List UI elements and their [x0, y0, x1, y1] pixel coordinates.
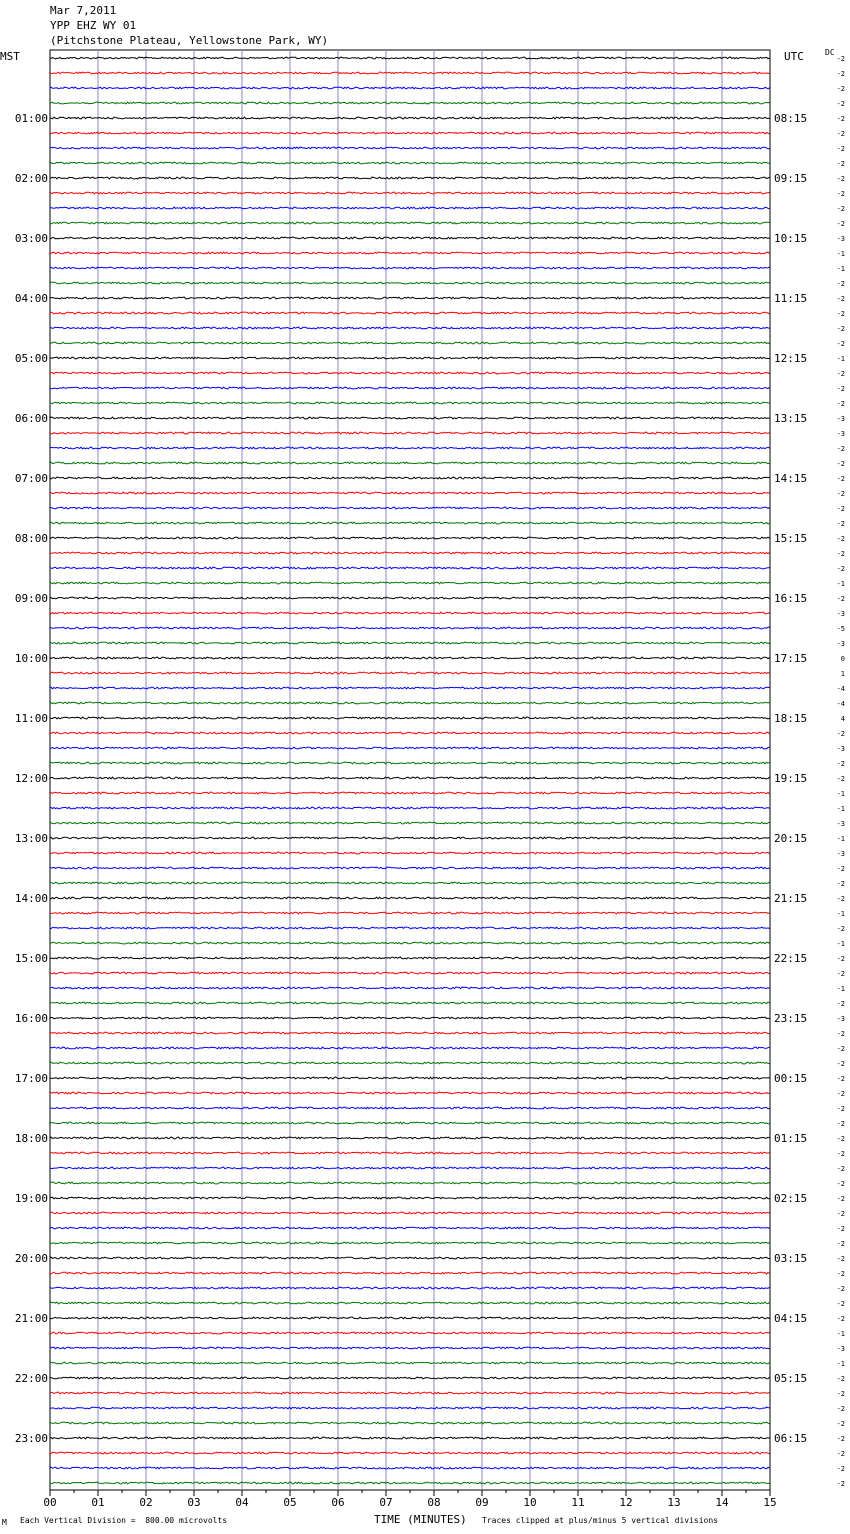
trace-line [50, 597, 770, 599]
dc-offset-label: -2 [836, 1240, 845, 1248]
dc-offset-label: -1 [836, 355, 845, 363]
trace-line [50, 957, 770, 959]
dc-offset-label: -4 [836, 700, 845, 708]
trace-line [50, 1032, 770, 1034]
trace-line [50, 312, 770, 314]
trace-line [50, 1272, 770, 1274]
trace-line [50, 522, 770, 524]
dc-offset-label: -2 [836, 1270, 845, 1278]
dc-offset-label: -2 [836, 550, 845, 558]
trace-line [50, 942, 770, 944]
trace-line [50, 717, 770, 719]
dc-offset-label: -2 [836, 880, 845, 888]
x-tick-label: 04 [235, 1496, 249, 1509]
trace-line [50, 1257, 770, 1259]
trace-line [50, 1062, 770, 1064]
hour-label-left: 23:00 [14, 1432, 48, 1445]
dc-offset-label: -1 [836, 940, 845, 948]
x-axis-title: TIME (MINUTES) [374, 1513, 467, 1526]
trace-line [50, 747, 770, 749]
dc-offset-label: -2 [836, 565, 845, 573]
left-timezone-label: MST [0, 50, 20, 63]
hour-label-right: 01:15 [774, 1132, 808, 1145]
trace-line [50, 987, 770, 989]
x-tick-label: 02 [139, 1496, 153, 1509]
dc-offset-label: -2 [836, 340, 845, 348]
dc-offset-label: -2 [836, 130, 845, 138]
hour-label-right: 06:15 [774, 1432, 808, 1445]
hour-label-right: 14:15 [774, 472, 808, 485]
trace-line [50, 627, 770, 629]
trace-line [50, 282, 770, 284]
dc-offset-label: -2 [836, 445, 845, 453]
hour-label-right: 18:15 [774, 712, 808, 725]
hour-label-left: 12:00 [14, 772, 48, 785]
x-tick-label: 05 [283, 1496, 297, 1509]
dc-offset-label: -2 [836, 490, 845, 498]
clip-note: Traces clipped at plus/minus 5 vertical divisions [482, 1516, 719, 1525]
trace-line [50, 1437, 770, 1439]
dc-offset-label: -2 [836, 85, 845, 93]
trace-line [50, 87, 770, 89]
trace-line [50, 162, 770, 164]
trace-line [50, 462, 770, 464]
hour-label-left: 19:00 [14, 1192, 48, 1205]
dc-offset-label: -5 [836, 625, 845, 633]
trace-line [50, 1227, 770, 1229]
dc-offset-label: -2 [836, 1480, 845, 1488]
dc-offset-label: -2 [836, 1210, 845, 1218]
dc-offset-label: -2 [836, 865, 845, 873]
dc-offset-label: -3 [836, 610, 845, 618]
dc-offset-label: -2 [836, 1150, 845, 1158]
trace-line [50, 1107, 770, 1109]
hour-label-left: 20:00 [14, 1252, 48, 1265]
dc-offset-label: -1 [836, 1330, 845, 1338]
trace-line [50, 447, 770, 449]
dc-offset-label: -2 [836, 460, 845, 468]
trace-line [50, 1212, 770, 1214]
trace-line [50, 147, 770, 149]
trace-line [50, 1377, 770, 1379]
dc-offset-label: -2 [836, 1165, 845, 1173]
hour-label-left: 06:00 [14, 412, 48, 425]
hour-label-right: 02:15 [774, 1192, 808, 1205]
hour-label-right: 15:15 [774, 532, 808, 545]
trace-line [50, 102, 770, 104]
hour-label-right: 22:15 [774, 952, 808, 965]
trace-line [50, 1467, 770, 1469]
trace-line [50, 1452, 770, 1454]
hour-label-left: 01:00 [14, 112, 48, 125]
trace-line [50, 1152, 770, 1154]
dc-offset-label: -2 [836, 310, 845, 318]
trace-line [50, 327, 770, 329]
dc-offset-label: -2 [836, 1135, 845, 1143]
dc-offset-label: -2 [836, 1060, 845, 1068]
dc-offset-label: -2 [836, 955, 845, 963]
x-tick-label: 03 [187, 1496, 201, 1509]
dc-offset-label: -2 [836, 1105, 845, 1113]
dc-offset-label: -2 [836, 1255, 845, 1263]
trace-line [50, 357, 770, 359]
x-tick-label: 01 [91, 1496, 105, 1509]
trace-line [50, 912, 770, 914]
hour-label-right: 09:15 [774, 172, 808, 185]
trace-line [50, 642, 770, 644]
dc-offset-label: -2 [836, 535, 845, 543]
dc-offset-label: -2 [836, 295, 845, 303]
hour-label-left: 02:00 [14, 172, 48, 185]
x-tick-label: 15 [763, 1496, 777, 1509]
dc-offset-label: -1 [836, 985, 845, 993]
dc-offset-label: -2 [836, 1375, 845, 1383]
hour-label-right: 19:15 [774, 772, 808, 785]
trace-line [50, 177, 770, 179]
trace-line [50, 1047, 770, 1049]
trace-line [50, 1137, 770, 1139]
trace-line [50, 492, 770, 494]
trace-line [50, 297, 770, 299]
hour-label-left: 16:00 [14, 1012, 48, 1025]
trace-line [50, 762, 770, 764]
dc-offset-label: -2 [836, 55, 845, 63]
hour-label-right: 20:15 [774, 832, 808, 845]
trace-line [50, 972, 770, 974]
trace-line [50, 1287, 770, 1289]
trace-line [50, 1302, 770, 1304]
trace-line [50, 1002, 770, 1004]
trace-line [50, 882, 770, 884]
dc-offset-label: -2 [836, 760, 845, 768]
hour-label-right: 04:15 [774, 1312, 808, 1325]
vertical-division-note: Each Vertical Division = 800.00 microvolts [20, 1516, 228, 1525]
trace-line [50, 117, 770, 119]
dc-offset-label: -2 [836, 205, 845, 213]
dc-offset-label: -2 [836, 1180, 845, 1188]
trace-line [50, 1167, 770, 1169]
hour-label-left: 10:00 [14, 652, 48, 665]
trace-line [50, 927, 770, 929]
trace-line [50, 72, 770, 74]
station-label: YPP EHZ WY 01 [50, 19, 137, 32]
date-label: Mar 7,2011 [50, 4, 117, 17]
hour-label-left: 18:00 [14, 1132, 48, 1145]
dc-offset-label: -2 [836, 280, 845, 288]
x-tick-label: 07 [379, 1496, 393, 1509]
trace-line [50, 1362, 770, 1364]
trace-line [50, 582, 770, 584]
dc-offset-label: -3 [836, 1345, 845, 1353]
hour-label-right: 11:15 [774, 292, 808, 305]
dc-offset-label: -2 [836, 1000, 845, 1008]
dc-offset-label: -2 [836, 145, 845, 153]
dc-offset-label: -2 [836, 175, 845, 183]
hour-label-left: 22:00 [14, 1372, 48, 1385]
hour-label-left: 03:00 [14, 232, 48, 245]
dc-offset-label: -1 [836, 835, 845, 843]
dc-offset-label: -3 [836, 1015, 845, 1023]
hour-label-left: 07:00 [14, 472, 48, 485]
hour-label-right: 08:15 [774, 112, 808, 125]
trace-line [50, 207, 770, 209]
dc-offset-label: -2 [836, 385, 845, 393]
x-tick-label: 08 [427, 1496, 441, 1509]
dc-offset-label: -2 [836, 1045, 845, 1053]
trace-line [50, 1242, 770, 1244]
trace-line [50, 372, 770, 374]
trace-line [50, 222, 770, 224]
dc-offset-label: -3 [836, 415, 845, 423]
hour-label-right: 12:15 [774, 352, 808, 365]
dc-offset-label: -2 [836, 895, 845, 903]
dc-offset-label: -2 [836, 1420, 845, 1428]
dc-offset-label: -2 [836, 1435, 845, 1443]
trace-line [50, 402, 770, 404]
trace-line [50, 837, 770, 839]
dc-offset-label: -2 [836, 1390, 845, 1398]
dc-offset-label: -2 [836, 925, 845, 933]
hour-label-left: 11:00 [14, 712, 48, 725]
trace-line [50, 132, 770, 134]
dc-offset-label: -2 [836, 1195, 845, 1203]
trace-line [50, 1482, 770, 1484]
dc-offset-label: -2 [836, 1300, 845, 1308]
dc-offset-label: -2 [836, 100, 845, 108]
trace-line [50, 1197, 770, 1199]
hour-label-right: 00:15 [774, 1072, 808, 1085]
dc-offset-label: -2 [836, 190, 845, 198]
dc-offset-label: -4 [836, 685, 845, 693]
dc-offset-label: -2 [836, 520, 845, 528]
hour-label-left: 13:00 [14, 832, 48, 845]
dc-offset-label: -2 [836, 1075, 845, 1083]
trace-line [50, 807, 770, 809]
trace-line [50, 1122, 770, 1124]
dc-offset-label: -1 [836, 805, 845, 813]
trace-line [50, 342, 770, 344]
trace-line [50, 252, 770, 254]
dc-label: DC [825, 48, 835, 57]
x-tick-label: 13 [667, 1496, 681, 1509]
trace-line [50, 897, 770, 899]
trace-line [50, 552, 770, 554]
trace-line [50, 1407, 770, 1409]
dc-offset-label: -1 [836, 1360, 845, 1368]
dc-offset-label: -2 [836, 1465, 845, 1473]
x-tick-label: 06 [331, 1496, 345, 1509]
hour-label-right: 03:15 [774, 1252, 808, 1265]
trace-line [50, 792, 770, 794]
dc-offset-label: -1 [836, 910, 845, 918]
trace-line [50, 867, 770, 869]
trace-line [50, 1092, 770, 1094]
x-tick-label: 09 [475, 1496, 489, 1509]
trace-line [50, 1347, 770, 1349]
trace-line [50, 192, 770, 194]
hour-label-left: 21:00 [14, 1312, 48, 1325]
dc-offset-label: -2 [836, 325, 845, 333]
dc-offset-label: -3 [836, 820, 845, 828]
hour-label-left: 14:00 [14, 892, 48, 905]
trace-line [50, 267, 770, 269]
x-tick-label: 10 [523, 1496, 537, 1509]
dc-offset-label: -2 [836, 115, 845, 123]
trace-line [50, 417, 770, 419]
hour-label-right: 17:15 [774, 652, 808, 665]
dc-offset-label: -2 [836, 1225, 845, 1233]
dc-offset-label: -2 [836, 1450, 845, 1458]
x-tick-label: 12 [619, 1496, 633, 1509]
hour-label-right: 13:15 [774, 412, 808, 425]
trace-line [50, 702, 770, 704]
dc-offset-label: -2 [836, 1030, 845, 1038]
trace-line [50, 612, 770, 614]
trace-line [50, 567, 770, 569]
trace-line [50, 237, 770, 239]
trace-line [50, 1317, 770, 1319]
trace-line [50, 1332, 770, 1334]
trace-line [50, 1422, 770, 1424]
hour-label-left: 05:00 [14, 352, 48, 365]
dc-offset-label: -2 [836, 730, 845, 738]
dc-offset-label: -2 [836, 1405, 845, 1413]
trace-line [50, 822, 770, 824]
hour-label-left: 08:00 [14, 532, 48, 545]
trace-line [50, 1182, 770, 1184]
trace-line [50, 477, 770, 479]
hour-label-left: 09:00 [14, 592, 48, 605]
trace-line [50, 1017, 770, 1019]
dc-offset-label: -3 [836, 640, 845, 648]
trace-line [50, 657, 770, 659]
dc-offset-label: -1 [836, 265, 845, 273]
hour-label-right: 16:15 [774, 592, 808, 605]
trace-line [50, 1077, 770, 1079]
dc-offset-label: -2 [836, 370, 845, 378]
dc-offset-label: 0 [840, 655, 845, 663]
dc-offset-label: -2 [836, 400, 845, 408]
hour-label-right: 21:15 [774, 892, 808, 905]
x-tick-label: 00 [43, 1496, 57, 1509]
dc-offset-label: -2 [836, 475, 845, 483]
dc-offset-label: -3 [836, 850, 845, 858]
trace-line [50, 777, 770, 779]
trace-line [50, 537, 770, 539]
x-tick-label: 14 [715, 1496, 729, 1509]
trace-line [50, 57, 770, 59]
trace-line [50, 387, 770, 389]
trace-line [50, 732, 770, 734]
dc-offset-label: -2 [836, 1285, 845, 1293]
trace-line [50, 672, 770, 674]
dc-offset-label: -3 [836, 235, 845, 243]
dc-offset-label: -2 [836, 1120, 845, 1128]
dc-offset-label: -2 [836, 1090, 845, 1098]
dc-offset-label: -2 [836, 1315, 845, 1323]
right-timezone-label: UTC [784, 50, 804, 63]
hour-label-left: 17:00 [14, 1072, 48, 1085]
dc-offset-label: -2 [836, 775, 845, 783]
dc-offset-label: 4 [840, 715, 845, 723]
dc-offset-label: -3 [836, 430, 845, 438]
x-tick-label: 11 [571, 1496, 585, 1509]
dc-offset-label: -2 [836, 505, 845, 513]
trace-line [50, 852, 770, 854]
dc-offset-label: 1 [840, 670, 845, 678]
hour-label-right: 23:15 [774, 1012, 808, 1025]
dc-offset-label: -2 [836, 70, 845, 78]
trace-line [50, 687, 770, 689]
dc-offset-label: -1 [836, 250, 845, 258]
dc-offset-label: -1 [836, 580, 845, 588]
hour-label-right: 10:15 [774, 232, 808, 245]
hour-label-right: 05:15 [774, 1372, 808, 1385]
hour-label-left: 04:00 [14, 292, 48, 305]
dc-offset-label: -1 [836, 790, 845, 798]
dc-offset-label: -2 [836, 970, 845, 978]
location-label: (Pitchstone Plateau, Yellowstone Park, WY) [50, 34, 329, 47]
dc-offset-label: -3 [836, 745, 845, 753]
hour-label-left: 15:00 [14, 952, 48, 965]
trace-line [50, 507, 770, 509]
dc-offset-label: -2 [836, 160, 845, 168]
trace-line [50, 1392, 770, 1394]
dc-offset-label: -2 [836, 220, 845, 228]
corner-mark: M [2, 1518, 7, 1527]
trace-line [50, 432, 770, 434]
dc-offset-label: -2 [836, 595, 845, 603]
